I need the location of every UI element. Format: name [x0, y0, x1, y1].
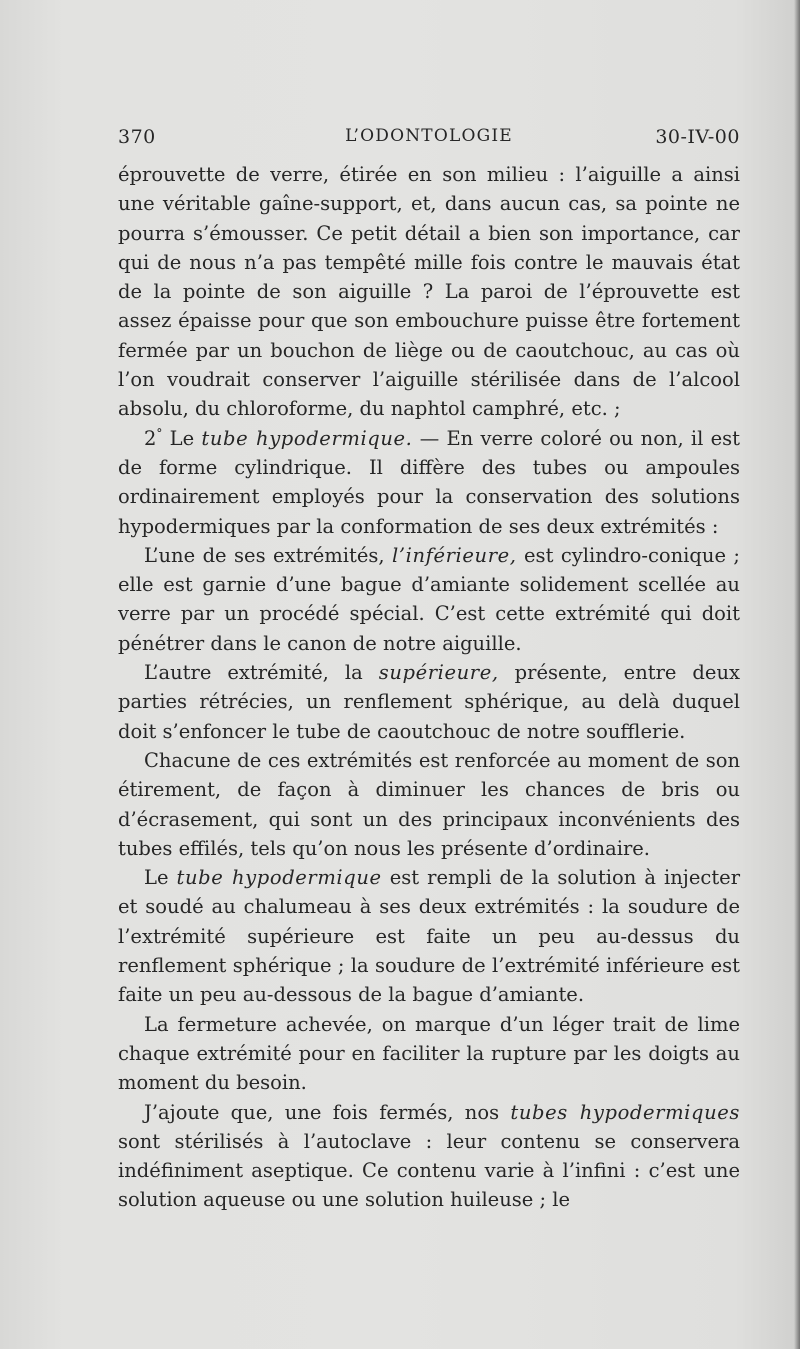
paragraph-lead: Le	[144, 866, 169, 890]
paragraph-text: Chacune de ces extrémités est renforcée au moment de son étirement, de façon à diminuer les chances de bris ou d’écrasement, qui sont un des principaux inconvénients des tubes effilés, tels qu’on nous les présente d’ordinaire.	[118, 748, 740, 860]
paragraph	[118, 1010, 740, 1098]
italic-term: tube hypodermique.	[201, 426, 413, 450]
list-number: 2	[144, 426, 157, 450]
paragraph-lead: L’autre extrémité, la	[144, 661, 363, 685]
paragraph-text: éprouvette de verre, étirée en son milieu : l’aiguille a ainsi une véritable gaîne-support, et, dans aucun cas, sa pointe ne pourra s’émousser. Ce petit détail a bien son importance, car qui de nous n’a pas tempêté mille fois contre le mauvais état de la pointe de son aiguille ? La paroi de l’éprouvette est assez épaisse pour que son embouchure puisse être fortement fermée par un bouchon de liège ou de caoutchouc, au cas où l’on voudrait conserver l’aiguille stérilisée dans de l’alcool absolu, du chloroforme, du naphtol camphré, etc. ;	[118, 163, 740, 421]
italic-term: tube hypodermique	[176, 866, 382, 890]
paragraph	[118, 1098, 740, 1215]
paragraph-text: sont stérilisés à l’autoclave : leur contenu se conservera indéfiniment aseptique. Ce contenu varie à l’infini : c’est une solution aqueuse ou une solution huileuse ; le	[118, 1129, 740, 1212]
italic-term: l’inférieure,	[392, 543, 517, 567]
paragraph	[118, 541, 740, 658]
page-edge-shadow	[794, 0, 800, 1349]
issue-date: 30-IV-00	[655, 126, 740, 148]
journal-title: L’ODONTOLOGIE	[345, 126, 513, 146]
body-text	[118, 160, 740, 1215]
paragraph-lead: J’ajoute que, une fois fermés, nos	[144, 1100, 500, 1124]
paragraph	[118, 746, 740, 863]
paragraph-text: est cylindro-conique ; elle est garnie d’une bague d’amiante solidement scellée au verre par un procédé spécial. C’est cette extrémité qui doit pénétrer dans le canon de notre aiguille.	[118, 543, 740, 655]
paragraph-text: — En verre coloré ou non, il est de forme cylindrique. Il diffère des tubes ou ampoules ordinairement employés pour la conservation des solutions hypodermiques par la conformation de ses deux extrémités :	[118, 426, 741, 538]
paragraph	[118, 160, 740, 424]
paragraph-text: est rempli de la solution à injecter et soudé au chalumeau à ses deux extrémités : la soudure de l’extrémité supérieure est faite un peu au-dessus du renflement sphérique ; la soudure de l’extrémité inférieure est faite un peu au-dessous de la bague d’amiante.	[118, 866, 741, 1007]
paragraph	[118, 863, 740, 1009]
paragraph-lead: L’une de ses extrémités,	[144, 543, 385, 567]
list-number-suffix: °	[156, 426, 163, 441]
italic-term: tubes hypodermiques	[510, 1100, 740, 1124]
paragraph-text: La fermeture achevée, on marque d’un léger trait de lime chaque extrémité pour en faciliter la rupture par les doigts au moment du besoin.	[118, 1012, 740, 1095]
paragraph-text: présente, entre deux parties rétrécies, un renflement sphérique, au delà duquel doit s’enfoncer le tube de caoutchouc de notre soufflerie.	[118, 661, 741, 743]
page-number: 370	[118, 126, 156, 148]
paragraph	[118, 424, 740, 541]
paragraph	[118, 658, 740, 746]
paragraph-lead: Le	[169, 426, 195, 450]
italic-term: supérieure,	[378, 661, 499, 685]
running-header	[118, 126, 740, 154]
